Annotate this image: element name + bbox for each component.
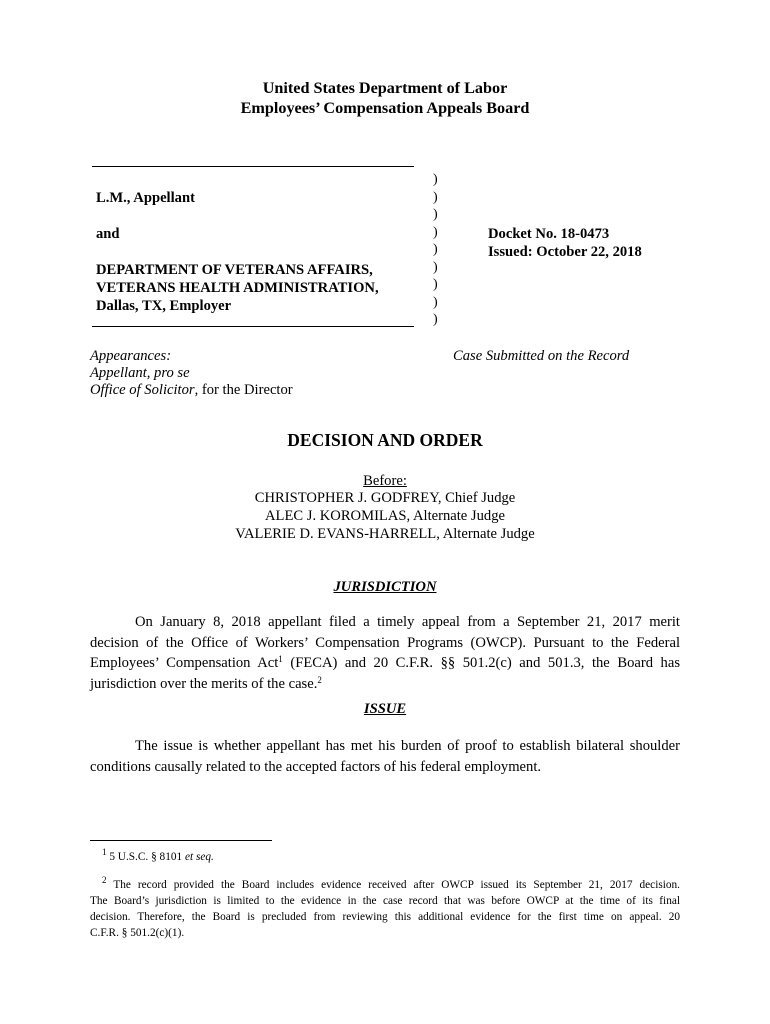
caption-parens: [433, 171, 438, 329]
paren: ): [433, 242, 438, 257]
footnote-2-line-1-text: The record provided the Board includes evidence received after OWCP issued its September 21, 2017 decision.: [106, 879, 680, 891]
solicitor-role: , for the Director: [194, 382, 293, 398]
issue-heading-text: ISSUE: [363, 701, 407, 717]
issue-line-2: conditions causally related to the accepted factors of his federal employment.: [90, 758, 542, 775]
footnote-2-line-2: The Board’s jurisdiction is limited to the evidence in the case record that was before OWCP at the time of its final: [90, 895, 680, 907]
judge-3: VALERIE D. EVANS-HARRELL, Alternate Judge: [235, 526, 535, 542]
paren: ): [433, 259, 438, 275]
footnote-2-mark: 2: [102, 875, 107, 885]
paren: ): [433, 189, 438, 205]
jurisdiction-line-4-text: jurisdiction over the merits of the case.: [90, 675, 318, 692]
issue-paragraph: [90, 736, 680, 777]
footnote-1-mark: 1: [102, 847, 107, 857]
footnote-ref-1[interactable]: 1: [278, 654, 283, 664]
paren: ): [433, 277, 438, 292]
footnote-1-italic: et seq.: [184, 851, 214, 863]
employer-line-2: VETERANS HEALTH ADMINISTRATION,: [96, 280, 379, 296]
footnote-2-line-4: C.F.R. § 501.2(c)(1).: [90, 927, 185, 939]
appearance-solicitor: [90, 381, 293, 399]
docket-number: Docket No. 18-0473: [488, 226, 610, 242]
appearance-appellant: Appellant, pro se: [90, 365, 190, 381]
before-label: [0, 472, 770, 490]
judge-1: CHRISTOPHER J. GODFREY, Chief Judge: [254, 490, 516, 506]
paren: ): [433, 207, 438, 222]
case-submitted-note: Case Submitted on the Record: [453, 348, 630, 364]
agency-title: United States Department of Labor: [262, 79, 508, 97]
footnote-2-line-3: decision. Therefore, the Board is precluded from reviewing this additional evidence for the first time on appeal. 20: [90, 911, 680, 923]
solicitor-name: Office of Solicitor: [90, 382, 195, 398]
issued-date: Issued: October 22, 2018: [488, 244, 642, 260]
judge-2: ALEC J. KOROMILAS, Alternate Judge: [265, 508, 505, 524]
jurisdiction-line-2: decision of the Office of Workers’ Compensation Programs (OWCP). Pursuant to the Federal: [90, 634, 680, 651]
paren: ): [433, 224, 438, 240]
paren: ): [433, 172, 438, 187]
jurisdiction-line-3: [90, 653, 680, 674]
jurisdiction-line-3-b: (FECA) and 20 C.F.R. §§ 501.2(c) and 501.3, the Board has: [282, 655, 680, 671]
jurisdiction-line-4: [90, 674, 680, 695]
appearances-label: Appearances:: [90, 348, 172, 364]
decision-title: DECISION AND ORDER: [287, 430, 483, 450]
employer-line-1: DEPARTMENT OF VETERANS AFFAIRS,: [96, 262, 373, 278]
footnote-2-line-1: [90, 877, 680, 893]
jurisdiction-heading: [0, 578, 770, 596]
jurisdiction-heading-text: JURISDICTION: [333, 579, 437, 595]
paren: ): [433, 312, 438, 327]
board-title: Employees’ Compensation Appeals Board: [240, 99, 530, 117]
and-label: and: [96, 226, 120, 242]
issue-heading: [0, 700, 770, 718]
before-text: Before:: [363, 473, 407, 489]
paren: ): [433, 294, 438, 310]
footnote-rule: [90, 840, 272, 841]
jurisdiction-paragraph: [90, 612, 680, 694]
jurisdiction-line-1: On January 8, 2018 appellant filed a timely appeal from a September 21, 2017 merit: [135, 614, 680, 630]
footnote-ref-2[interactable]: 2: [317, 674, 322, 685]
caption-top-rule: [92, 166, 414, 167]
appellant-name: L.M., Appellant: [96, 190, 195, 206]
employer-line-3: Dallas, TX, Employer: [96, 298, 232, 314]
jurisdiction-line-3-a: Employees’ Compensation Act: [90, 655, 279, 671]
issue-line-1: The issue is whether appellant has met his burden of proof to establish bilateral shoulder: [135, 738, 680, 754]
footnote-1-text: 5 U.S.C. § 8101: [106, 851, 185, 863]
footnote-2: [90, 877, 680, 941]
footnote-1: [90, 849, 680, 865]
caption-bottom-rule: [92, 326, 414, 327]
